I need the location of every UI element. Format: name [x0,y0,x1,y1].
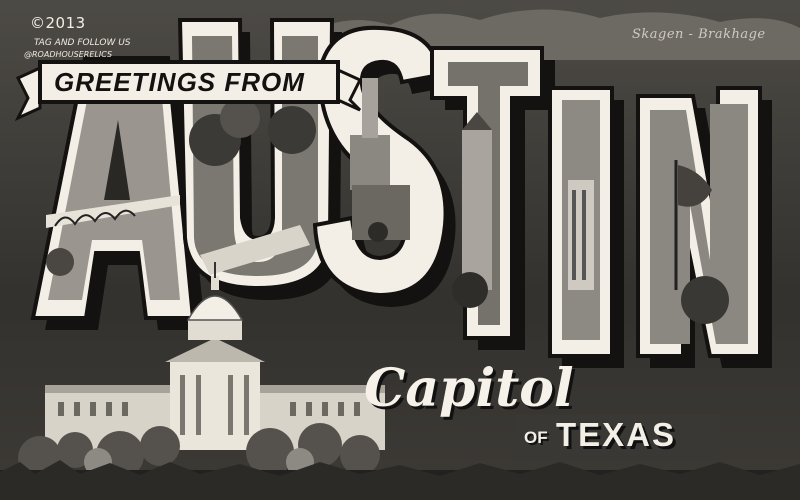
austin-letter-n [638,88,772,368]
social-handle-text: @ROADHOUSERELICS [24,50,113,59]
greetings-from-text: GREETINGS FROM [54,67,305,97]
austin-letter-i [550,88,624,368]
artist-signature: Skagen - Brakhage [632,27,766,42]
of-text: OF [524,428,548,447]
texas-text: TEXAS [556,416,677,453]
tag-follow-text: TAG AND FOLLOW US [34,38,131,48]
capitol-script-text: Capitol [364,358,574,419]
copyright-text: ©2013 [30,14,86,32]
